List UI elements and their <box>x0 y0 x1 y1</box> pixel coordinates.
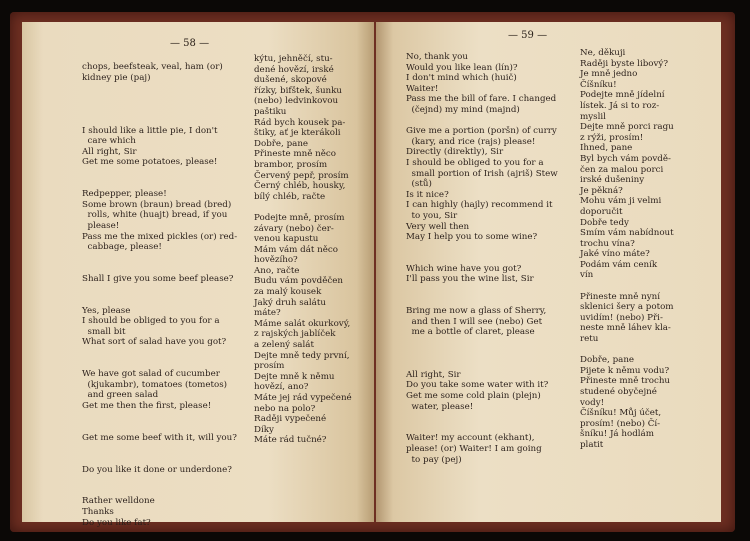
text-line: Redpepper, please! <box>82 189 167 200</box>
text-line <box>82 253 254 264</box>
text-line: Dobře tedy <box>580 217 629 228</box>
text-line: Do you like it done or underdone? <box>82 464 232 475</box>
text-line: vody! <box>580 397 605 408</box>
text-line: závary (nebo) čer- <box>254 223 334 234</box>
text-line <box>406 412 582 423</box>
text-line: to pay (pej) <box>406 454 462 465</box>
text-line: (stů) <box>406 179 432 190</box>
text-line <box>82 94 254 105</box>
text-line: Máme salát okurkový, <box>254 318 351 329</box>
text-line: irské dušeniny <box>580 175 645 186</box>
text-line: Podám vám ceník <box>580 259 658 270</box>
text-line <box>82 359 254 370</box>
english-column <box>406 52 582 465</box>
text-line: (čejnd) my mind (majnd) <box>406 104 520 115</box>
text-line: Je pěkná? <box>580 185 623 196</box>
text-line: hovězí, ano? <box>254 382 309 393</box>
text-line <box>580 281 718 292</box>
text-line <box>406 338 582 349</box>
text-line: Podejte mně, prosím <box>254 212 345 223</box>
text-line: I should be obliged to you for a <box>406 157 544 168</box>
left-page <box>22 22 374 528</box>
text-line: Pass me the bill of fare. I changed <box>406 94 557 105</box>
text-line <box>82 412 254 423</box>
text-line: Thanks <box>82 506 114 517</box>
text-line: Raději byste libový? <box>580 58 668 69</box>
text-line: (kary, and rice (rajs) please! <box>406 136 536 147</box>
text-line: Get me some potatoes, please! <box>82 157 218 168</box>
text-line: doporučit <box>580 206 623 217</box>
text-line <box>406 116 582 127</box>
text-line: Jaké víno máte? <box>580 249 650 260</box>
text-line: brambor, prosím <box>254 159 328 170</box>
page-number: — 58 — <box>170 38 210 49</box>
text-line: Get me some beef with it, will you? <box>82 432 237 443</box>
text-line: Directly (direktly), Sir <box>406 147 504 158</box>
text-line: Červený pepř, prosím <box>254 170 349 181</box>
text-line: a zelený salát <box>254 340 314 351</box>
text-line <box>82 263 254 274</box>
text-line: Rather welldone <box>82 496 155 507</box>
right-page <box>376 22 721 522</box>
czech-column <box>580 48 718 451</box>
text-line: and green salad <box>82 390 159 401</box>
text-line: No, thank you <box>406 52 468 62</box>
text-line: Je mně jedno <box>580 69 638 80</box>
text-line <box>82 115 254 126</box>
text-line: prosím! (nebo) Čí- <box>580 418 661 429</box>
text-line: Dobře, pane <box>254 138 309 149</box>
text-line: štiky, ať je kterákoli <box>254 128 341 139</box>
text-line: Mám vám dát něco <box>254 244 338 255</box>
text-line: z rýži, prosím! <box>580 132 644 143</box>
text-line: We have got salad of cucumber <box>82 369 220 380</box>
text-line <box>580 345 718 356</box>
text-line: studené obyčejné <box>580 387 657 397</box>
text-line: máte? <box>254 308 281 319</box>
text-line: I don't mind which (huič) <box>406 73 517 84</box>
text-line: Get me then the first, please! <box>82 401 212 411</box>
text-line: Jaký druh salátu <box>254 297 326 308</box>
text-line: Černý chléb, housky, <box>254 181 346 192</box>
text-line: Máte jej rád vypečené <box>254 393 352 403</box>
text-line: čen za malou porci <box>580 164 664 175</box>
text-line <box>82 443 254 454</box>
text-line <box>82 83 254 94</box>
text-line: small portion of Irish (ajriš) Stew <box>406 168 558 179</box>
text-line: Shall I give you some beef please? <box>82 273 234 284</box>
text-line <box>406 243 582 254</box>
text-line: šníku! Já hodlám <box>580 429 654 440</box>
text-line <box>82 475 254 486</box>
text-line: Budu vám povděčen <box>254 276 343 287</box>
text-line: Smím vám nabídnout <box>580 228 674 239</box>
text-line: Do you take some water with it? <box>406 380 549 391</box>
english-column <box>82 62 254 528</box>
text-line: Waiter! my account (ekhant), <box>406 433 535 444</box>
text-line: What sort of salad have you got? <box>82 337 227 348</box>
text-line <box>406 359 582 370</box>
text-line: (nebo) ledvinkovou <box>254 96 339 107</box>
text-line: I should like a little pie, I don't <box>82 125 218 136</box>
text-line <box>82 284 254 295</box>
text-line: I'll pass you the wine list, Sir <box>406 274 534 285</box>
text-line: Waiter! <box>406 83 439 94</box>
text-line: Would you like lean (lín)? <box>406 62 518 73</box>
text-line: neste mně láhev kla- <box>580 323 671 334</box>
text-line: Raději vypečené <box>254 414 327 425</box>
text-line: Číšníku! <box>580 79 617 90</box>
text-line: trochu vína? <box>580 238 635 249</box>
text-line: Mohu vám ji velmi <box>580 196 662 207</box>
text-line: za malý kousek <box>254 287 322 298</box>
text-line <box>406 296 582 307</box>
text-line: řízky, bifštek, šunku <box>254 85 342 96</box>
text-line <box>406 285 582 296</box>
text-line: Give me a portion (poršn) of curry <box>406 126 557 137</box>
text-line <box>82 295 254 306</box>
text-line: Číšníku! Můj účet, <box>580 408 662 419</box>
text-line: retu <box>580 334 599 345</box>
text-line: myslil <box>580 111 606 122</box>
text-line <box>82 104 254 115</box>
text-line: All right, Sir <box>406 369 461 380</box>
text-line: lístek. Já si to roz- <box>580 100 660 111</box>
text-line: Dobře, pane <box>580 355 635 366</box>
czech-column <box>254 54 372 446</box>
text-line: Which wine have you got? <box>406 263 522 274</box>
text-line: water, please! <box>406 401 474 412</box>
text-line: cabbage, please! <box>82 242 162 253</box>
text-line: to you, Sir <box>406 210 458 221</box>
text-line: z rajských jablíček <box>254 329 336 340</box>
text-line: Get me some cold plain (plejn) <box>406 391 541 401</box>
text-line: please! (or) Waiter! I am going <box>406 443 542 454</box>
text-line: venou kapustu <box>254 234 319 245</box>
text-line: Very well then <box>406 221 470 232</box>
text-line: hovězího? <box>254 255 298 266</box>
text-line: Yes, please <box>82 305 131 316</box>
text-line: please! <box>82 220 120 231</box>
text-line <box>82 168 254 179</box>
page-number: — 59 — <box>508 30 548 41</box>
text-line: Dejte mně k němu <box>254 371 335 382</box>
text-line: Máte rád tučné? <box>254 435 327 446</box>
text-line: me a bottle of claret, please <box>406 327 535 338</box>
text-line: kýtu, jehněčí, stu- <box>254 54 333 64</box>
text-line: prosím <box>254 361 285 372</box>
text-line: sklenici šery a potom <box>580 302 674 313</box>
text-line: chops, beefsteak, veal, ham (or) <box>82 62 223 72</box>
text-line: All right, Sir <box>82 146 137 157</box>
text-line: Ano, račte <box>254 265 300 276</box>
text-line: Do you like fat? <box>82 517 151 528</box>
text-line: Pass me the mixed pickles (or) red- <box>82 231 238 242</box>
text-line: dené hovězí, irské <box>254 64 334 75</box>
text-line: I can highly (hajly) recommend it <box>406 200 553 211</box>
text-line <box>82 179 254 190</box>
text-line: care which <box>82 136 136 147</box>
text-line <box>82 486 254 497</box>
text-line: bílý chléb, račte <box>254 191 326 202</box>
text-line: Bring me now a glass of Sherry, <box>406 306 547 317</box>
text-line: Pijete k němu vodu? <box>580 365 670 376</box>
text-line <box>406 349 582 360</box>
text-line: uvidím! (nebo) Při- <box>580 312 663 323</box>
text-line <box>82 454 254 465</box>
text-line: Dejte mně tedy první, <box>254 350 350 361</box>
text-line: Podejte mně jídelní <box>580 90 665 101</box>
text-line: small bit <box>82 326 126 337</box>
text-line: vín <box>580 270 594 281</box>
text-line: Rád bych kousek pa- <box>254 117 346 128</box>
text-line: dušené, skopové <box>254 75 327 86</box>
text-line: Díky <box>254 424 274 435</box>
text-line: Is it nice? <box>406 189 449 200</box>
text-line <box>82 422 254 433</box>
text-line: May I help you to some wine? <box>406 232 538 243</box>
text-line: Some brown (braun) bread (bred) <box>82 199 232 210</box>
text-line: Ihned, pane <box>580 143 633 154</box>
text-line <box>406 423 582 434</box>
text-line: kidney pie (paj) <box>82 72 151 83</box>
text-line: Ne, děkuji <box>580 48 626 58</box>
text-line <box>82 348 254 359</box>
text-line: Přineste mně nyní <box>580 291 660 302</box>
text-line: platit <box>580 439 604 450</box>
text-line <box>406 253 582 264</box>
text-line: (kjukambr), tomatoes (tometos) <box>82 379 228 390</box>
text-line: Byl bych vám povdě- <box>580 153 671 164</box>
text-line: rolls, white (huajt) bread, if you <box>82 210 228 221</box>
text-line: nebo na polo? <box>254 403 316 414</box>
text-line: Přineste mně něco <box>254 149 336 160</box>
text-line: paštiku <box>254 106 287 117</box>
text-line: I should be obliged to you for a <box>82 316 220 327</box>
text-line <box>254 202 372 213</box>
text-line: Přineste mně trochu <box>580 376 671 387</box>
text-line: Dejte mně porci ragu <box>580 122 674 133</box>
text-line: and then I will see (nebo) Get <box>406 316 543 327</box>
